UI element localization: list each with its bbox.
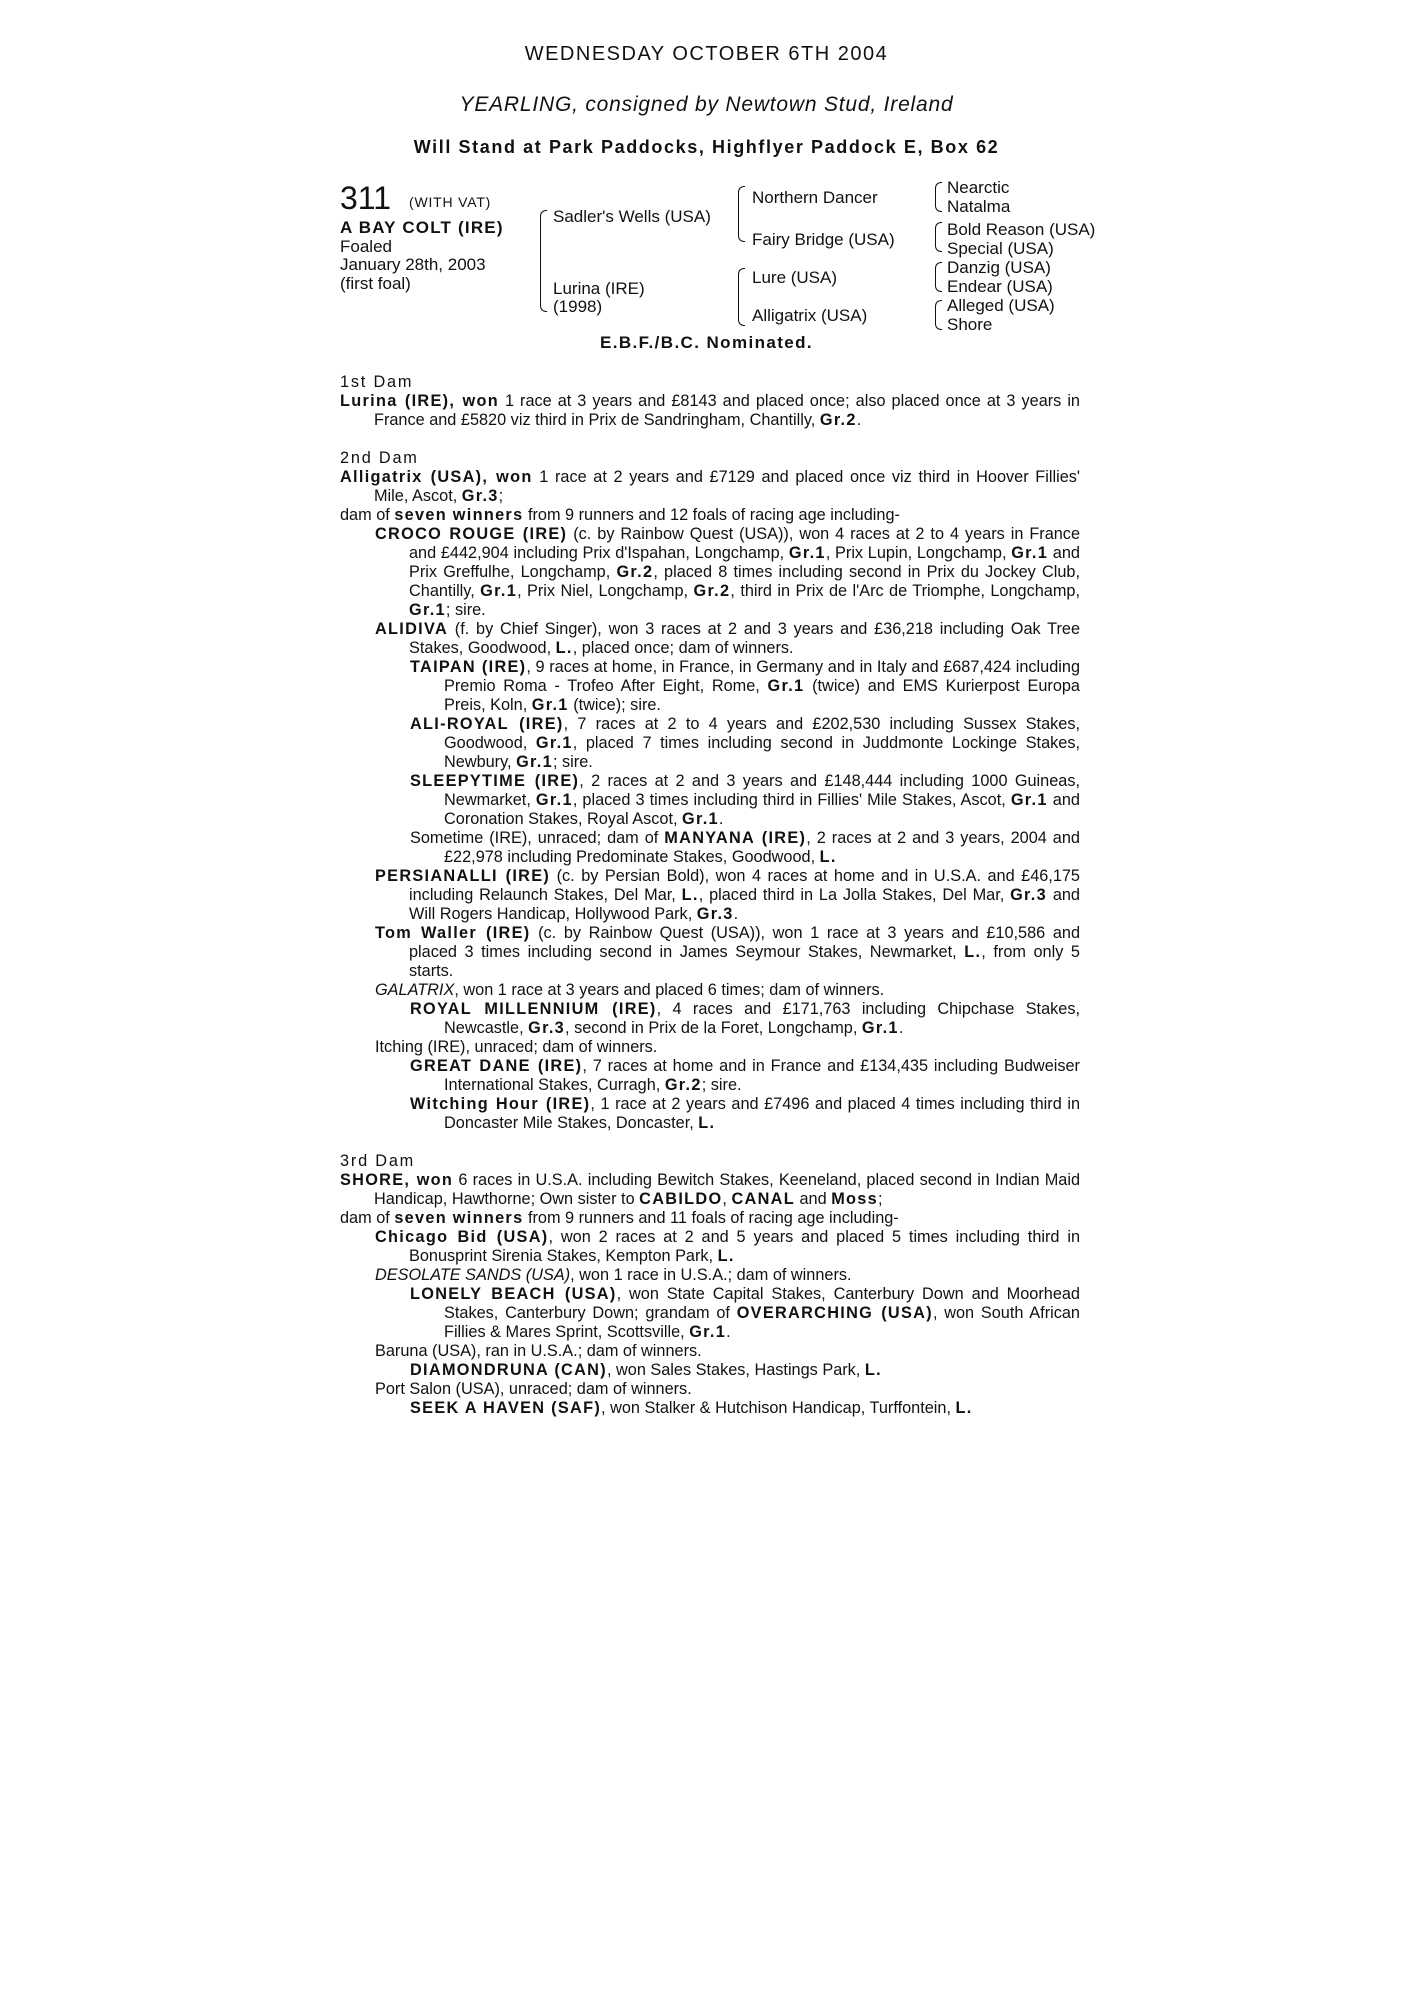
record-line	[340, 1000, 1080, 1038]
record-line	[340, 1285, 1080, 1342]
bold-text: GREAT DANE (IRE)	[410, 1057, 583, 1075]
record-text: , won 2 races at 2 and 5 years and placed 5 times including third in Bonusprint Sirenia Stakes, Kempton Park,	[409, 1228, 1080, 1265]
record-line	[340, 620, 1080, 658]
nomination-line: E.B.F./B.C. Nominated.	[599, 333, 814, 352]
produce-record	[340, 373, 1080, 1418]
bold-text: OVERARCHING (USA)	[736, 1304, 933, 1322]
consignment-line: YEARLING, consigned by Newtown Stud, Ireland	[459, 93, 954, 116]
record-text: , won South African Fillies & Mares Sprint, Scottsville,	[444, 1304, 1080, 1341]
bold-text: seven winners	[394, 506, 524, 524]
record-text: Baruna (USA), ran in U.S.A.; dam of winners.	[375, 1342, 702, 1360]
pedigree-brace-main	[540, 210, 547, 312]
record-text: , 9 races at home, in France, in Germany and in Italy and £687,424 including Premio Roma - Trofeo After Eight, Rome,	[444, 658, 1080, 695]
record-text: (twice); sire.	[568, 696, 661, 714]
record-line	[340, 1095, 1080, 1133]
record-line	[340, 1342, 1080, 1361]
bold-text: Gr.1	[516, 753, 553, 771]
foaled-date: January 28th, 2003	[340, 255, 486, 274]
record-text: , placed third in La Jolla Stakes, Del Mar,	[698, 886, 1011, 904]
bold-text: L.	[698, 1114, 716, 1132]
second-dam-lines	[340, 468, 1080, 1133]
second-dam-heading: 2nd Dam	[340, 449, 419, 467]
record-text: , third in Prix de l'Arc de Triomphe, Longchamp,	[730, 582, 1080, 600]
bold-text: Moss	[831, 1190, 879, 1208]
record-text: , placed 3 times including third in Fillies' Mile Stakes, Ascot,	[572, 791, 1011, 809]
record-line	[340, 981, 1080, 1000]
record-line	[340, 1057, 1080, 1095]
record-line	[340, 924, 1080, 981]
pedigree-g6: Endear (USA)	[947, 277, 1053, 296]
pedigree-g3: Bold Reason (USA)	[947, 220, 1096, 239]
bold-text: Gr.2	[616, 563, 654, 581]
bold-text: Gr.1	[788, 544, 826, 562]
bold-text: Gr.1	[682, 810, 719, 828]
bold-text: PERSIANALLI (IRE)	[375, 867, 551, 885]
bold-text: Gr.2	[664, 1076, 702, 1094]
bold-text: Gr.2	[693, 582, 731, 600]
bold-text: L.	[717, 1247, 735, 1265]
bold-text: Gr.2	[819, 411, 857, 429]
third-dam-heading: 3rd Dam	[340, 1152, 416, 1170]
bold-text: Gr.1	[1010, 791, 1048, 809]
bold-text: L.	[864, 1361, 882, 1379]
record-text: ;	[498, 487, 504, 505]
record-text: dam of	[340, 506, 395, 524]
record-line	[340, 1399, 1080, 1418]
record-text: Itching (IRE), unraced; dam of winners.	[375, 1038, 658, 1056]
record-line	[340, 392, 1080, 430]
pedigree-g2: Natalma	[947, 197, 1011, 216]
record-line	[340, 1038, 1080, 1057]
bold-text: ALI-ROYAL (IRE)	[410, 715, 564, 733]
record-text: from 9 runners and 12 foals of racing age including-	[523, 506, 900, 524]
bold-text: CANAL	[731, 1190, 795, 1208]
bold-text: Lurina (IRE), won	[340, 392, 499, 410]
record-line	[340, 1209, 1080, 1228]
record-text: , won Stalker & Hutchison Handicap, Turffontein,	[601, 1399, 956, 1417]
foaled-label: Foaled	[340, 236, 392, 256]
pedigree-brace-sire	[738, 186, 745, 242]
stand-location: Will Stand at Park Paddocks, Highflyer Paddock E, Box 62	[413, 137, 1000, 157]
section-spacer	[340, 430, 1080, 449]
bold-text: Gr.1	[689, 1323, 727, 1341]
record-text: , 1 race at 2 years and £7496 and placed 4 times including third in Doncaster Mile Stakes, Doncaster,	[444, 1095, 1080, 1132]
record-text: from 9 runners and 11 foals of racing age including-	[523, 1209, 899, 1227]
record-text: , 7 races at 2 to 4 years and £202,530 including Sussex Stakes, Goodwood,	[444, 715, 1080, 752]
record-text: (c. by Rainbow Quest (USA)), won 1 race at 3 years and £10,586 and placed 3 times including second in James Seymour Stakes, Newmarket,	[409, 924, 1080, 961]
record-text: , 2 races at 2 and 3 years and £148,444 including 1000 Guineas, Newmarket,	[444, 772, 1080, 809]
record-text: , won 1 race in U.S.A.; dam of winners.	[570, 1266, 852, 1284]
pedigree-g7: Alleged (USA)	[947, 296, 1055, 315]
bold-text: CABILDO	[639, 1190, 723, 1208]
bold-text: SLEEPYTIME (IRE)	[410, 772, 580, 790]
record-text: and Will Rogers Handicap, Hollywood Park,	[409, 886, 1080, 923]
bold-text: SEEK A HAVEN (SAF)	[410, 1399, 602, 1417]
pedigree-brace-dam	[738, 268, 745, 326]
bold-text: Witching Hour (IRE)	[410, 1095, 591, 1113]
bold-text: L.	[819, 848, 837, 866]
record-text: ,	[722, 1190, 732, 1208]
bold-text: TAIPAN (IRE)	[410, 658, 527, 676]
record-text: , 2 races at 2 and 3 years, 2004 and £22,978 including Predominate Stakes, Goodwood,	[444, 829, 1080, 866]
record-text: ; sire.	[701, 1076, 742, 1094]
record-text: dam of	[340, 1209, 395, 1227]
record-text: and	[794, 1190, 832, 1208]
record-text: , Prix Niel, Longchamp,	[517, 582, 694, 600]
italic-text: GALATRIX	[375, 981, 455, 999]
bold-text: Gr.3	[1010, 886, 1047, 904]
record-text: and Coronation Stakes, Royal Ascot,	[444, 791, 1080, 828]
record-line	[340, 1361, 1080, 1380]
bold-text: L.	[964, 943, 982, 961]
record-line	[340, 1228, 1080, 1266]
bold-text: Gr.1	[767, 677, 805, 695]
record-text: (c. by Persian Bold), won 4 races at home and in U.S.A. and £46,175 including Relaunch Stakes, Del Mar,	[409, 867, 1080, 904]
record-text: , placed 8 times including second in Prix du Jockey Club, Chantilly,	[409, 563, 1080, 600]
pedigree-sire-dam: Fairy Bridge (USA)	[752, 230, 895, 249]
first-dam-heading: 1st Dam	[340, 373, 414, 391]
bold-text: Gr.3	[528, 1019, 566, 1037]
record-text: , won 1 race at 3 years and placed 6 times; dam of winners.	[454, 981, 885, 999]
bold-text: Gr.1	[535, 791, 573, 809]
record-text: , won Sales Stakes, Hastings Park,	[606, 1361, 865, 1379]
pedigree-sire: Sadler's Wells (USA)	[553, 207, 711, 226]
record-text: .	[856, 411, 862, 429]
record-line	[340, 468, 1080, 506]
record-line	[340, 1171, 1080, 1209]
pedigree-dam-sire: Lure (USA)	[752, 268, 838, 287]
bold-text: L.	[555, 639, 573, 657]
bold-text: seven winners	[394, 1209, 524, 1227]
record-text: ;	[878, 1190, 883, 1208]
bold-text: LONELY BEACH (USA)	[410, 1285, 617, 1303]
record-text: 1 race at 2 years and £7129 and placed once viz third in Hoover Fillies' Mile, Ascot,	[374, 468, 1081, 505]
bold-text: Chicago Bid (USA)	[375, 1228, 549, 1246]
record-line	[340, 658, 1080, 715]
record-text: , second in Prix de la Foret, Longchamp,	[565, 1019, 862, 1037]
horse-details	[340, 219, 504, 293]
vat-note: (WITH VAT)	[409, 194, 492, 210]
record-text: Port Salon (USA), unraced; dam of winners.	[375, 1380, 692, 1398]
sale-date: WEDNESDAY OCTOBER 6TH 2004	[524, 43, 889, 65]
record-text: , won State Capital Stakes, Canterbury Down and Moorhead Stakes, Canterbury Down; grandam of	[444, 1285, 1080, 1322]
record-text: , 4 races and £171,763 including Chipchase Stakes, Newcastle,	[444, 1000, 1080, 1037]
record-line	[340, 772, 1080, 829]
pedigree-brace-g4	[935, 300, 942, 330]
record-line	[340, 525, 1080, 620]
record-text: , 7 races at home and in France and £134,435 including Budweiser International Stakes, Curragh,	[444, 1057, 1080, 1094]
pedigree-dam-dam: Alligatrix (USA)	[752, 306, 868, 325]
pedigree-brace-g2	[935, 222, 942, 252]
record-line	[340, 867, 1080, 924]
record-line	[340, 1266, 1080, 1285]
section-spacer	[340, 1133, 1080, 1152]
lot-number: 311	[340, 180, 392, 216]
bold-text: Gr.1	[535, 734, 573, 752]
record-text: , placed 7 times including second in Juddmonte Lockinge Stakes, Newbury,	[444, 734, 1080, 771]
bold-text: CROCO ROUGE (IRE)	[375, 525, 568, 543]
bold-text: Gr.3	[696, 905, 734, 923]
bold-text: L.	[681, 886, 699, 904]
record-text: .	[733, 905, 739, 923]
first-dam-lines	[340, 392, 1080, 430]
pedigree-dam-year: (1998)	[553, 297, 603, 316]
bold-text: SHORE, won	[340, 1171, 454, 1189]
record-text: 1 race at 3 years and £8143 and placed once; also placed once at 3 years in France and £5820 viz third in Prix de Sandringham, Chantilly,	[374, 392, 1080, 429]
horse-title: A BAY COLT (IRE)	[340, 218, 504, 237]
pedigree-brace-g1	[935, 182, 942, 212]
bold-text: Gr.1	[480, 582, 518, 600]
bold-text: Gr.1	[1011, 544, 1049, 562]
italic-text: DESOLATE SANDS (USA)	[375, 1266, 571, 1284]
record-text: ; sire.	[552, 753, 593, 771]
pedigree-g1: Nearctic	[947, 178, 1010, 197]
record-line	[340, 829, 1080, 867]
bold-text: Tom Waller (IRE)	[375, 924, 531, 942]
bold-text: L.	[955, 1399, 973, 1417]
bold-text: MANYANA (IRE)	[664, 829, 807, 847]
record-line	[340, 506, 1080, 525]
pedigree-g4: Special (USA)	[947, 239, 1054, 258]
record-text: and Prix Greffulhe, Longchamp,	[409, 544, 1080, 581]
pedigree-dam: Lurina (IRE)	[553, 279, 645, 298]
pedigree-brace-g3	[935, 262, 942, 292]
record-text: , from only 5 starts.	[409, 943, 1080, 980]
record-line	[340, 715, 1080, 772]
bold-text: Gr.1	[409, 601, 446, 619]
record-text: Sometime (IRE), unraced; dam of	[410, 829, 665, 847]
record-text: .	[898, 1019, 904, 1037]
record-text: , placed once; dam of winners.	[572, 639, 794, 657]
bold-text: ROYAL MILLENNIUM (IRE)	[410, 1000, 657, 1018]
record-text: , Prix Lupin, Longchamp,	[825, 544, 1012, 562]
record-text: 6 races in U.S.A. including Bewitch Stakes, Keeneland, placed second in Indian Maid Handicap, Hawthorne; Own sister to	[374, 1171, 1080, 1208]
bold-text: Gr.1	[861, 1019, 899, 1037]
bold-text: ALIDIVA	[375, 620, 449, 638]
bold-text: Gr.3	[461, 487, 499, 505]
record-text: (f. by Chief Singer), won 3 races at 2 and 3 years and £36,218 including Oak Tree Stakes, Goodwood,	[409, 620, 1080, 657]
foal-note: (first foal)	[340, 273, 411, 293]
pedigree-g5: Danzig (USA)	[947, 258, 1051, 277]
record-text: .	[726, 1323, 731, 1341]
record-text: ; sire.	[445, 601, 486, 619]
pedigree-sire-sire: Northern Dancer	[752, 188, 878, 207]
record-line	[340, 1380, 1080, 1399]
record-text: .	[718, 810, 724, 828]
record-text: (twice) and EMS Kurierpost Europa Preis, Koln,	[444, 677, 1080, 714]
bold-text: DIAMONDRUNA (CAN)	[410, 1361, 607, 1379]
pedigree-g8: Shore	[947, 315, 993, 334]
record-text: (c. by Rainbow Quest (USA)), won 4 races at 2 to 4 years in France and £442,904 including Prix d'Ispahan, Longchamp,	[409, 525, 1080, 562]
third-dam-lines	[340, 1171, 1080, 1418]
bold-text: Gr.1	[531, 696, 569, 714]
bold-text: Alligatrix (USA), won	[340, 468, 533, 486]
